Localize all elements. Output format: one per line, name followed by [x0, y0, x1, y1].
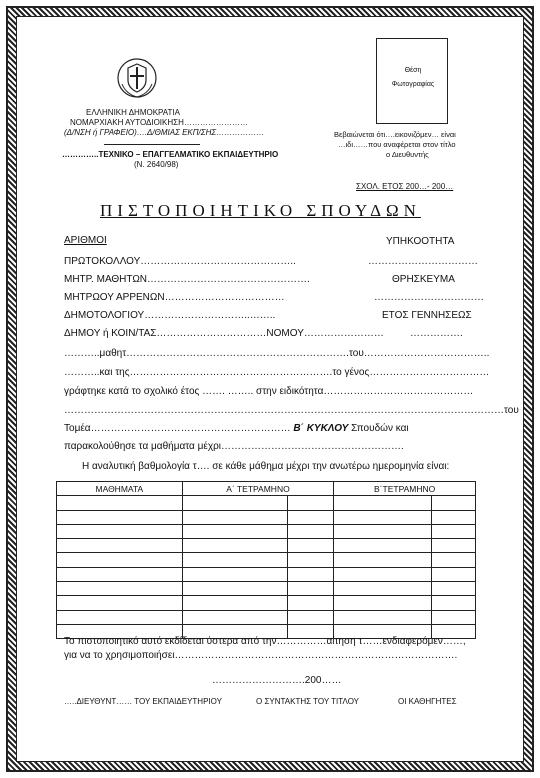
grade-cell[interactable]	[182, 553, 288, 567]
grade-cell[interactable]	[182, 567, 288, 581]
grade-cell[interactable]	[182, 610, 288, 624]
birth-year-field[interactable]: …………….	[410, 328, 463, 339]
grade-cell[interactable]	[432, 539, 476, 553]
table-row	[57, 524, 476, 538]
grade-cell[interactable]	[288, 553, 334, 567]
table-header-row	[57, 482, 476, 496]
page-title: ΠΙΣΤΟΠΟΙΗΤΙΚΟ ΣΠΟΥΔΩΝ	[100, 201, 421, 220]
header-rule	[104, 144, 200, 145]
protocol-field[interactable]: ΠΡΩΤΟΚΟΛΛΟΥ………………………………………..	[64, 256, 296, 267]
student-line[interactable]: ………..μαθητ………………………………………………………….του………………………………..	[64, 348, 490, 359]
grade-cell[interactable]	[288, 582, 334, 596]
grade-cell[interactable]	[57, 567, 183, 581]
grade-cell[interactable]	[182, 582, 288, 596]
grade-cell[interactable]	[334, 510, 432, 524]
grade-cell[interactable]	[182, 510, 288, 524]
law-reference: (Ν. 2640/98)	[134, 160, 179, 169]
student-register-field[interactable]: ΜΗΤΡ. ΜΑΘΗΤΩΝ………………………………………….	[64, 274, 310, 285]
table-row	[57, 496, 476, 510]
citizenship-label: ΥΠΗΚΟΟΤΗΤΑ	[386, 236, 455, 247]
grade-cell[interactable]	[182, 496, 288, 510]
birth-year-label: ΕΤΟΣ ΓΕΝΝΗΣΕΩΣ	[382, 310, 472, 321]
photo-confirm-1: Βεβαιώνεται ότι….εικονιζόμεν… είναι	[334, 130, 456, 139]
table-row	[57, 539, 476, 553]
photo-confirm-3: ο Διευθυντής	[386, 150, 429, 159]
grade-cell[interactable]	[288, 539, 334, 553]
grade-cell[interactable]	[288, 510, 334, 524]
grade-cell[interactable]	[57, 510, 183, 524]
grades-table	[56, 481, 476, 639]
grade-cell[interactable]	[334, 496, 432, 510]
country-name: ΕΛΛΗΝΙΚΗ ΔΗΜΟΚΡΑΤΙΑ	[86, 108, 180, 117]
municipal-register-field[interactable]: ΔΗΜΟΤΟΛΟΓΙΟΥ…………………………..……..	[64, 310, 276, 321]
use-line[interactable]: για να το χρησιμοποιήσει………………………………………………………………………….	[64, 650, 458, 661]
grade-cell[interactable]	[288, 567, 334, 581]
grade-cell[interactable]	[432, 510, 476, 524]
cycle-label: Β΄ ΚΥΚΛΟΥ	[293, 423, 349, 434]
author-signature: Ο ΣΥΝΤΑΚΤΗΣ ΤΟΥ ΤΙΤΛΟΥ	[256, 697, 360, 706]
issue-date[interactable]: ……………………….200……	[212, 675, 342, 686]
issued-line[interactable]: Το πιστοποιητικό αυτό εκδίδεται ύστερα από την……………αίτηση τ……ενδιαφερόμεν……,	[64, 636, 466, 647]
grade-cell[interactable]	[57, 496, 183, 510]
school-type: …………..ΤΕΧΝΙΚΟ – ΕΠΑΓΓΕΛΜΑΤΙΚΟ ΕΚΠΑΙΔΕΥΤΗΡΙΟ	[62, 150, 279, 159]
grade-cell[interactable]	[432, 496, 476, 510]
male-register-field[interactable]: ΜΗΤΡΩΟΥ ΑΡΡΕΝΩΝ………………………………	[64, 292, 285, 303]
sector-line[interactable]	[64, 423, 409, 434]
table-row	[57, 553, 476, 567]
table-row	[57, 510, 476, 524]
grade-cell[interactable]	[57, 596, 183, 610]
photo-label-2: Φωτογραφίας	[391, 81, 435, 88]
grade-cell[interactable]	[57, 610, 183, 624]
grade-cell[interactable]	[334, 539, 432, 553]
grade-cell[interactable]	[57, 553, 183, 567]
photo-label-1: Θέση	[404, 67, 422, 74]
grades-intro: Η αναλυτική βαθμολογία τ…. σε κάθε μάθημα μέχρι την ανωτέρω ημερομηνία είναι:	[82, 461, 450, 472]
photo-confirm-2: …ιδι……που αναφέρεται στον τίτλο	[338, 140, 456, 149]
attended-line[interactable]: παρακολούθησε τα μαθήματα μέχρι……………………………………………….	[64, 441, 404, 452]
municipality-field[interactable]: ΔΗΜΟΥ ή ΚΟΙΝ/ΤΑΣ……………………………ΝΟΜΟΥ……………………	[64, 328, 384, 339]
enrolled-line[interactable]: γράφτηκε κατά το σχολικό έτος ……. …….. στην ειδικότητα………………………………………	[64, 386, 474, 397]
prefecture-line: ΝΟΜΑΡΧΙΑΚΗ ΑΥΤΟΔΙΟΙΚΗΣΗ……………………	[70, 118, 248, 127]
term-b-header: Β΄ΤΕΤΡΑΜΗΝΟ	[334, 482, 476, 496]
grade-cell[interactable]	[334, 553, 432, 567]
teachers-signature: ΟΙ ΚΑΘΗΓΗΤΕΣ	[398, 697, 457, 706]
greek-coat-of-arms-icon	[116, 56, 158, 100]
table-row	[57, 567, 476, 581]
table-row	[57, 582, 476, 596]
grade-cell[interactable]	[182, 539, 288, 553]
grade-cell[interactable]	[288, 524, 334, 538]
religion-label: ΘΡΗΣΚΕΥΜΑ	[392, 274, 455, 285]
director-signature: …..ΔΙΕΥΘΥΝΤ…… ΤΟΥ ΕΚΠΑΙΔΕΥΤΗΡΙΟΥ	[64, 697, 222, 706]
grade-cell[interactable]	[288, 496, 334, 510]
grade-cell[interactable]	[432, 596, 476, 610]
grade-cell[interactable]	[432, 567, 476, 581]
grade-cell[interactable]	[432, 582, 476, 596]
grade-cell[interactable]	[334, 582, 432, 596]
grade-cell[interactable]	[334, 610, 432, 624]
citizenship-field[interactable]: ……………………………	[368, 256, 478, 267]
directorate-line: (Δ/ΝΣΗ ή ΓΡΑΦΕΙΟ)….Δ/ΘΜΙΑΣ ΕΚΠ/ΣΗΣ………………	[64, 128, 265, 137]
photo-placeholder[interactable]	[376, 38, 448, 124]
continuation-line[interactable]: ……………………………………………………………………………………………………………………του	[64, 405, 519, 416]
grade-cell[interactable]	[57, 524, 183, 538]
grade-cell[interactable]	[334, 567, 432, 581]
numbers-heading: ΑΡΙΘΜΟΙ	[64, 235, 107, 246]
grade-cell[interactable]	[334, 596, 432, 610]
school-year: ΣΧΟΛ. ΕΤΟΣ 200…- 200…	[356, 182, 454, 191]
sector-field[interactable]: Τομέα……………………………………………………	[64, 423, 291, 434]
grade-cell[interactable]	[288, 596, 334, 610]
grade-cell[interactable]	[432, 524, 476, 538]
grade-cell[interactable]	[334, 524, 432, 538]
subjects-header: ΜΑΘΗΜΑΤΑ	[57, 482, 183, 496]
term-a-header: Α΄ ΤΕΤΡΑΜΗΝΟ	[182, 482, 334, 496]
mother-line[interactable]: ………..και της…………………………………………………….το γένος………………………………	[64, 367, 490, 378]
grade-cell[interactable]	[432, 610, 476, 624]
studies-label: Σπουδών και	[351, 423, 409, 434]
table-row	[57, 596, 476, 610]
grade-cell[interactable]	[182, 596, 288, 610]
religion-field[interactable]: ……………………………	[374, 292, 484, 303]
grade-cell[interactable]	[57, 582, 183, 596]
grade-cell[interactable]	[432, 553, 476, 567]
grade-cell[interactable]	[182, 524, 288, 538]
grade-cell[interactable]	[57, 539, 183, 553]
grade-cell[interactable]	[288, 610, 334, 624]
table-row	[57, 610, 476, 624]
